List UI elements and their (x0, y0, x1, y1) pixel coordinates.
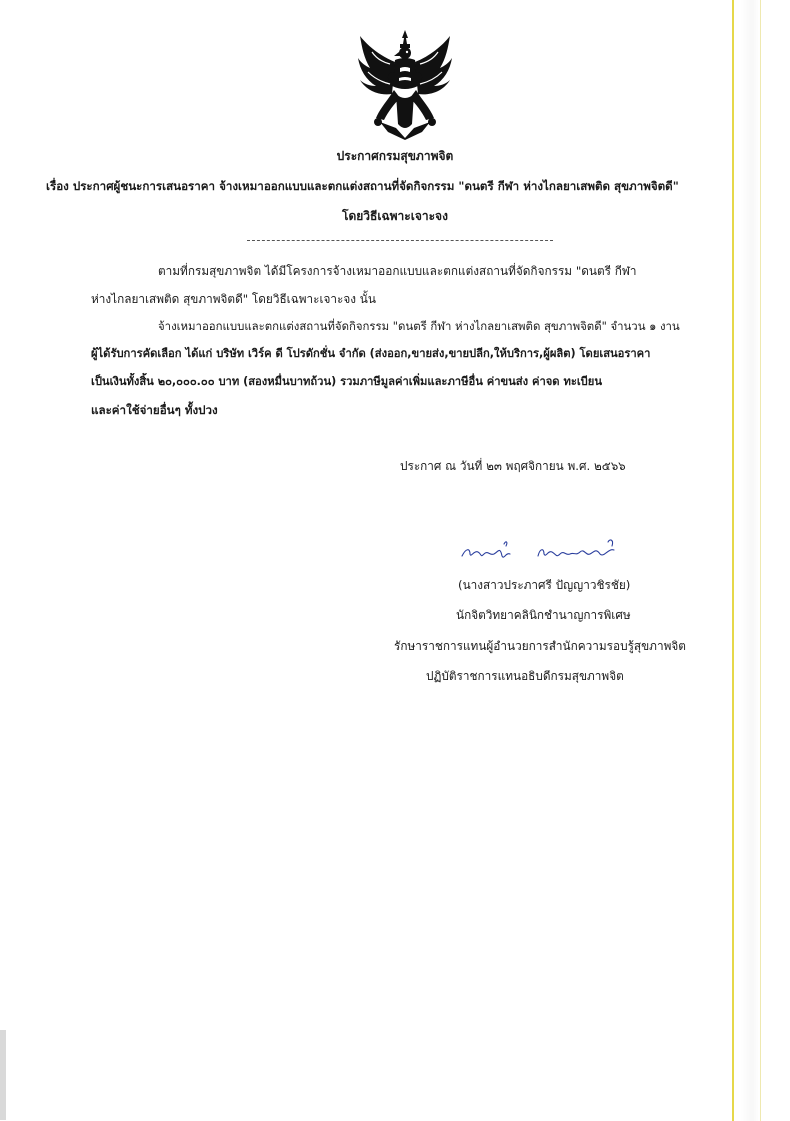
signatory-acting-role-2: ปฏิบัติราชการแทนอธิบดีกรมสุขภาพจิต (426, 669, 624, 683)
announcement-date: ประกาศ ณ วันที่ ๒๓ พฤศจิกายน พ.ศ. ๒๕๖๖ (400, 459, 626, 473)
header-divider (247, 240, 553, 241)
page-edge-line (732, 0, 734, 1121)
procurement-method: โดยวิธีเฉพาะเจาะจง (342, 209, 448, 223)
subject-line: เรื่อง ประกาศผู้ชนะการเสนอราคา จ้างเหมาออกแบบและตกแต่งสถานที่จัดกิจกรรม "ดนตรี กีฬา ห่างไกลยาเสพติด สุขภาพจิตดี" (46, 179, 679, 193)
scan-edge-mark (0, 1030, 6, 1120)
paragraph-2-line-4: และค่าใช้จ่ายอื่นๆ ทั้งปวง (91, 403, 218, 417)
paragraph-2-line-3: เป็นเงินทั้งสิ้น ๒๐,๐๐๐.๐๐ บาท (สองหมื่นบาทถ้วน) รวมภาษีมูลค่าเพิ่มและภาษีอื่น ค่าขนส่ง ค่าจด ทะเบียน (91, 375, 602, 388)
page-edge-line-secondary (760, 0, 761, 1121)
signatory-acting-role-1: รักษาราชการแทนผู้อำนวยการสำนักความรอบรู้สุขภาพจิต (394, 639, 686, 653)
signatory-position: นักจิตวิทยาคลินิกชำนาญการพิเศษ (456, 608, 631, 622)
handwritten-signature (458, 536, 628, 564)
agency-title: ประกาศกรมสุขภาพจิต (336, 149, 454, 163)
paragraph-2-line-1: จ้างเหมาออกแบบและตกแต่งสถานที่จัดกิจกรรม "ดนตรี กีฬา ห่างไกลยาเสพติด สุขภาพจิตดี" จำนวน ๑ งาน (158, 319, 680, 333)
paragraph-1-line-1: ตามที่กรมสุขภาพจิต ได้มีโครงการจ้างเหมาออกแบบและตกแต่งสถานที่จัดกิจกรรม "ดนตรี กีฬา (158, 264, 637, 278)
signatory-name: (นางสาวประภาศรี ปัญญาวชิรชัย) (458, 578, 631, 592)
paragraph-1-line-2: ห่างไกลยาเสพติด สุขภาพจิตดี" โดยวิธีเฉพาะเจาะจง นั้น (91, 292, 376, 306)
paragraph-2-line-2: ผู้ได้รับการคัดเลือก ได้แก่ บริษัท เวิร์ค ดี โปรดักชั่น จำกัด (ส่งออก,ขายส่ง,ขายปลีก,ให้บริการ,ผู้ผลิต) โดยเสนอราคา (91, 347, 651, 360)
garuda-emblem-icon (350, 28, 460, 140)
scan-shadow (740, 0, 760, 1121)
